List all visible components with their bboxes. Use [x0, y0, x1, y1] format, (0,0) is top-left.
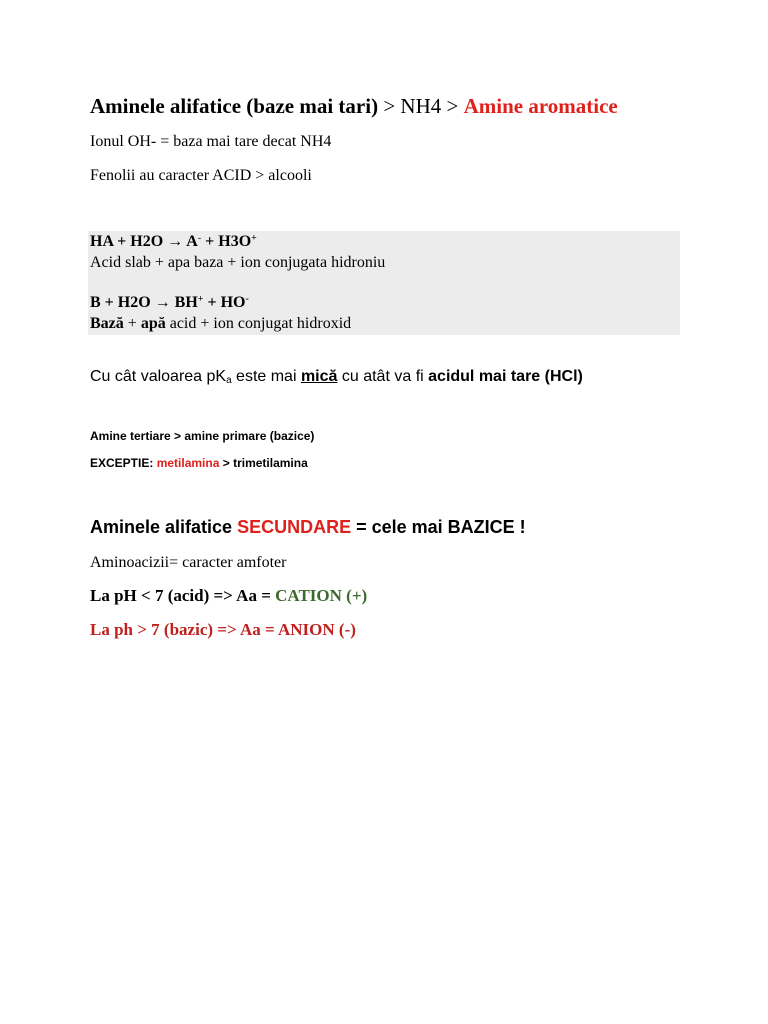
- eq1-h2o: + H2O → A: [113, 233, 198, 250]
- pka-part3: cu atât va fi: [337, 368, 429, 385]
- pka-part2: este mai: [231, 368, 301, 385]
- eq1-h3o: + H3O: [201, 233, 252, 250]
- line-fenolii: Fenolii au caracter ACID > alcooli: [90, 167, 312, 184]
- line-aminoacizii: Aminoacizii= caracter amfoter: [90, 554, 287, 571]
- exceptie-line: [90, 456, 308, 470]
- desc2-baza: Bază: [90, 315, 124, 332]
- amine-tertiare-line: Amine tertiare > amine primare (bazice): [90, 429, 315, 443]
- equation-acid-description: Acid slab + apa baza + ion conjugata hidroniu: [90, 254, 386, 271]
- eq2-ho: + HO: [203, 294, 246, 311]
- ph-acid-part1: La pH < 7 (acid) => Aa =: [90, 586, 276, 605]
- line-ph-bazic: La ph > 7 (bazic) => Aa = ANION (-): [90, 620, 356, 639]
- pka-acidul-mai-tare: acidul mai tare (HCl): [428, 368, 583, 385]
- eq1-h3o-superscript: +: [251, 232, 257, 244]
- eq2-ho-superscript: -: [245, 293, 249, 305]
- equation-base-description: [90, 315, 351, 333]
- desc2-rest: acid + ion conjugat hidroxid: [165, 315, 352, 332]
- exceptie-rest: > trimetilamina: [219, 456, 308, 470]
- eq1-ha: HA: [90, 233, 114, 250]
- pka-line: [90, 368, 583, 386]
- eq2-b: B: [90, 294, 101, 311]
- heading-aminele-alifatice: [90, 94, 618, 119]
- pka-subscript-a: a: [226, 374, 232, 386]
- desc2-plus: +: [123, 315, 141, 332]
- heading-aminele-secundare: [90, 517, 526, 538]
- heading-part-nh4: > NH4 >: [378, 94, 464, 118]
- desc2-apa: apă: [140, 315, 166, 332]
- heading-part-amine-aromatice: Amine aromatice: [463, 94, 618, 118]
- eq2-bh-superscript: +: [197, 293, 204, 305]
- line-ionul-oh: Ionul OH- = baza mai tare decat NH4: [90, 133, 332, 150]
- heading2-part3: = cele mai BAZICE !: [351, 517, 526, 537]
- exceptie-metilamina: metilamina: [156, 456, 220, 470]
- pka-mica: mică: [300, 368, 338, 385]
- ph-acid-cation: CATION (+): [275, 586, 368, 605]
- line-ph-acid: [90, 586, 367, 606]
- equation-base: [90, 294, 249, 312]
- equation-acid: [90, 233, 257, 251]
- heading2-part1: Aminele alifatice: [90, 517, 238, 537]
- heading2-secundare: SECUNDARE: [237, 517, 352, 537]
- exceptie-label: EXCEPTIE:: [90, 456, 157, 470]
- pka-part1: Cu cât valoarea pK: [90, 368, 227, 385]
- eq2-h2o: + H2O → BH: [100, 294, 198, 311]
- eq1-a-superscript: -: [197, 232, 202, 244]
- heading-part-bold: Aminele alifatice (baze mai tari): [90, 94, 379, 118]
